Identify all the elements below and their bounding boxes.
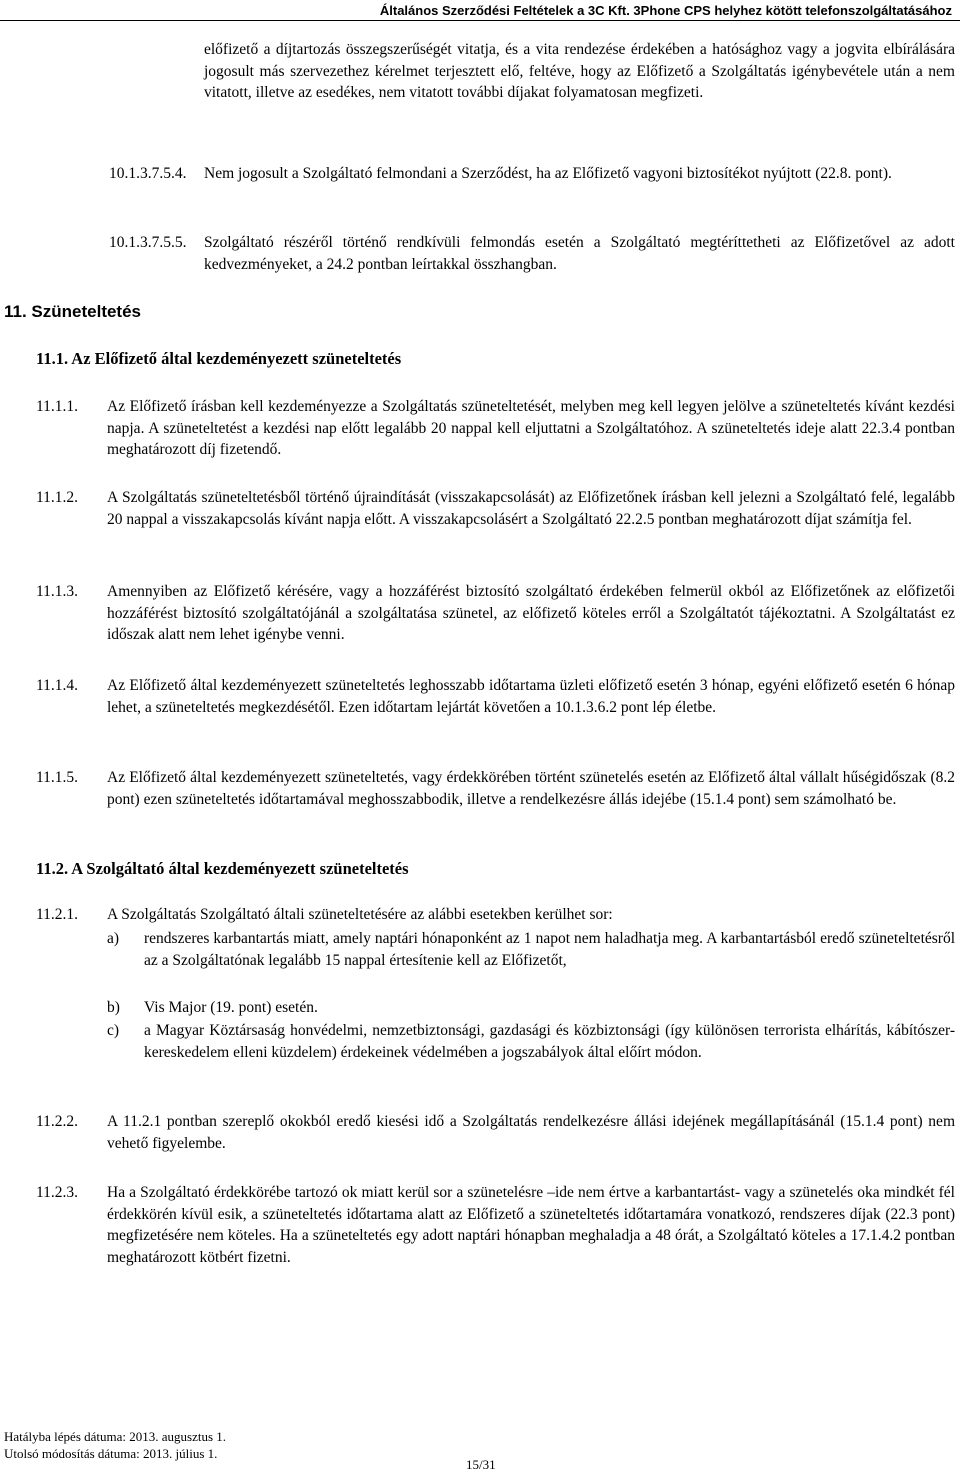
clause-text: Az Előfizető által kezdeményezett szüneteltetés leghosszabb időtartama üzleti előfizető esetén 3 hónap, egyéni előfizető esetén 6 hónap lehet, a szüneteltetés megkezdésétől. Ezen időtartam lejártát követően a 10.1.3.6.2 pont lép életbe. <box>107 677 955 716</box>
clause-text: Az Előfizető írásban kell kezdeményezze a Szolgáltatás szüneteltetését, melyben meg kell legyen jelölve a szüneteltetés kívánt kezdési napja. A szüneteltetést a kezdési nap előtt legalább 20 nappal kell eljuttatni a Szolgáltatóhoz. A szüneteltetés ideje alatt 22.3.4 pontban meghatározott díj fizetendő. <box>107 398 955 458</box>
list-item: rendszeres karbantartás miatt, amely naptári hónaponként az 1 napot nem haladhatja meg. A karbantartásból eredő szüneteltetésről az a Szolgáltatónak legalább 15 nappal értesítenie kell az Előfizetőt, <box>144 930 955 969</box>
clause-number: 11.2.2. <box>36 1113 79 1130</box>
document-header: Általános Szerződési Feltételek a 3C Kft. 3Phone CPS helyhez kötött telefonszolgáltatásához <box>379 3 952 18</box>
clause-number: 10.1.3.7.5.4. <box>109 165 187 182</box>
intro-paragraph: előfizető a díjtartozás összegszerűségét vitatja, és a vita rendezése érdekében a hatósághoz vagy a jogvita elbírálására jogosult más szervezethez kérelmet terjesztett elő, feltéve, hogy az Előfizető a Szolgáltatás igénybevétele után a nem vitatott, illetve az esedékes, nem vitatott további díjakat folyamatosan megfizeti. <box>204 41 955 101</box>
clause-text: Ha a Szolgáltató érdekkörébe tartozó ok miatt kerül sor a szünetelésre –ide nem értve a karbantartást- vagy a szünetelés oka mindkét fél érdekkörén kívül esik, a szüneteltetés időtartama alatt az Előfizető a szüneteltetés időtartamára vonatkozó, rendszeres díjak (22.3 pont) megfizetésére nem köteles. Ha a szüneteltetés egy adott naptári hónapban meghaladja a 48 órát, a Szolgáltató köteles a 17.1.4.2 pontban meghatározott kötbért fizetni. <box>107 1184 955 1266</box>
header-divider <box>0 20 960 21</box>
list-item: a Magyar Köztársaság honvédelmi, nemzetbiztonsági, gazdasági és közbiztonsági (így különösen terrorista elhárítás, kábítószer-kereskedelem elleni küzdelem) érdekeinek védelmében a jogszabályok által előírt módon. <box>144 1022 955 1061</box>
clause-text: A Szolgáltatás Szolgáltató általi szüneteltetésére az alábbi esetekben kerülhet sor: <box>107 906 613 923</box>
subsection-title: 11.1. Az Előfizető által kezdeményezett szüneteltetés <box>36 349 402 368</box>
subsection-title: 11.2. A Szolgáltató által kezdeményezett szüneteltetés <box>36 859 409 878</box>
clause-number: 11.1.3. <box>36 583 79 600</box>
section-title: 11. Szüneteltetés <box>4 302 142 321</box>
list-marker: c) <box>107 1022 120 1039</box>
modified-date: Utolsó módosítás dátuma: 2013. július 1. <box>4 1446 218 1461</box>
clause-number: 11.1.4. <box>36 677 79 694</box>
clause-number: 11.1.2. <box>36 489 79 506</box>
list-marker: a) <box>107 930 120 947</box>
clause-text: Amennyiben az Előfizető kérésére, vagy a hozzáférést biztosító szolgáltató érdekében felmerül okból az Előfizetőnek az előfizetői hozzáférést biztosító szolgáltatójánál a szolgáltatása szünetel, az előfizető köteles erről a Szolgáltatót tájékoztatni. A Szolgáltatást ez időszak alatt nem lehet igénybe venni. <box>107 583 955 643</box>
clause-number: 11.2.1. <box>36 906 79 923</box>
list-marker: b) <box>107 999 120 1016</box>
clause-number: 11.1.1. <box>36 398 79 415</box>
clause-text: Szolgáltató részéről történő rendkívüli felmondás esetén a Szolgáltató megtéríttetheti az Előfizetővel az adott kedvezményeket, a 24.2 pontban leírtakkal összhangban. <box>204 234 955 273</box>
clause-text: A Szolgáltatás szüneteltetésből történő újraindítását (visszakapcsolását) az Előfizetőnek írásban kell jelezni a Szolgáltató felé, legalább 20 nappal a visszakapcsolás kívánt napja előtt. A visszakapcsolásért a Szolgáltató 22.2.5 pontban meghatározott díjat számítja fel. <box>107 489 955 528</box>
clause-text: A 11.2.1 pontban szereplő okokból eredő kiesési idő a Szolgáltatás rendelkezésre állási idejének megállapításánál (15.1.4 pont) nem vehető figyelembe. <box>107 1113 955 1152</box>
page-number: 15/31 <box>466 1457 496 1472</box>
clause-number: 10.1.3.7.5.5. <box>109 234 187 251</box>
list-item: Vis Major (19. pont) esetén. <box>144 999 318 1016</box>
effective-date: Hatályba lépés dátuma: 2013. augusztus 1. <box>4 1429 227 1444</box>
clause-text: Nem jogosult a Szolgáltató felmondani a Szerződést, ha az Előfizető vagyoni biztosítékot nyújtott (22.8. pont). <box>204 165 892 182</box>
clause-number: 11.1.5. <box>36 769 79 786</box>
clause-number: 11.2.3. <box>36 1184 79 1201</box>
clause-text: Az Előfizető által kezdeményezett szüneteltetés, vagy érdekkörében történt szünetelés esetén az Előfizető által vállalt hűségidőszak (8.2 pont) ezen szüneteltetés időtartamával meghosszabbodik, illetve a rendelkezésre állás idejébe (15.1.4 pont) sem számolható be. <box>107 769 955 808</box>
